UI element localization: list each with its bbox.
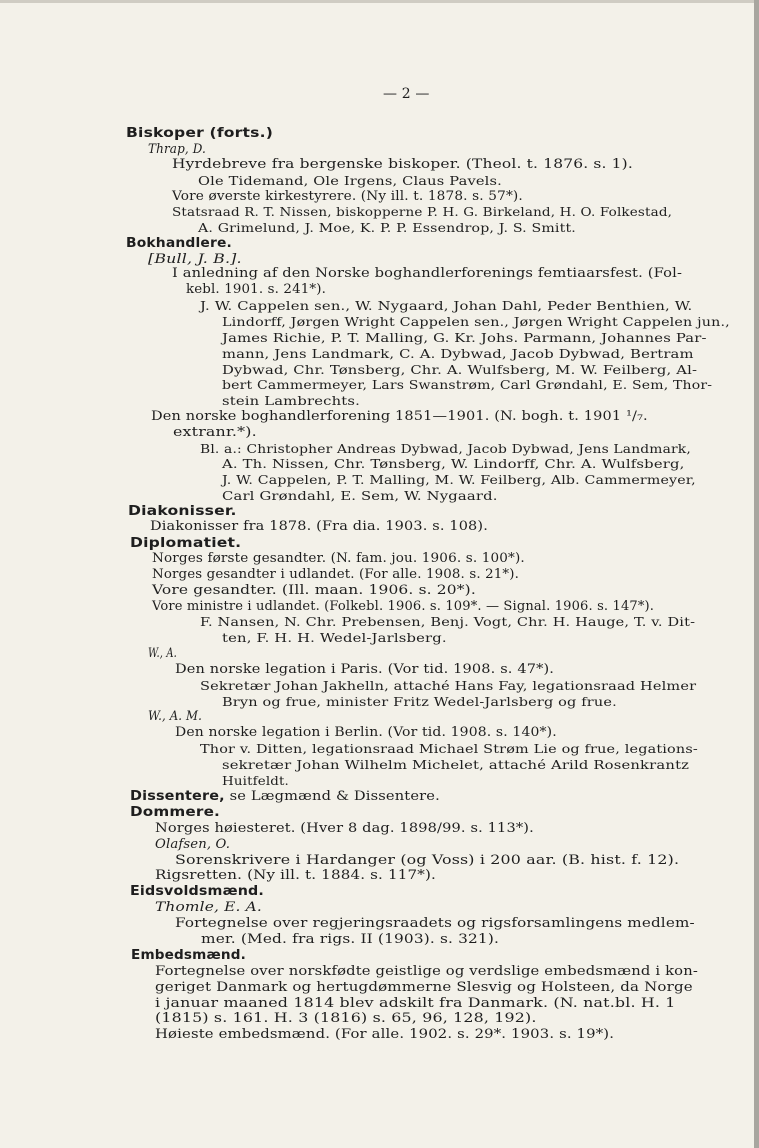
cross-reference: se Lægmænd & Dissentere. <box>224 789 440 804</box>
names-line: Lindorff, Jørgen Wright Cappelen sen., Jørgen Wright Cappelen jun., <box>222 315 730 329</box>
entry-line: mer. (Med. fra rigs. II (1903). s. 321). <box>201 932 500 947</box>
entry-line: I anledning af den Norske boghandlerforenings femtiaarsfest. (Fol- <box>172 266 683 281</box>
section-heading: Embedsmænd. <box>131 948 246 963</box>
author-line: Thrap, D. <box>148 142 206 157</box>
section-heading: Eidsvoldsmænd. <box>130 884 265 899</box>
entry-line: geriget Danmark og hertugdømmerne Slesvig og Holsteen, da Norge <box>155 980 693 995</box>
entry-line: Høieste embedsmænd. (For alle. 1902. s. 29*. 1903. s. 19*). <box>155 1027 615 1042</box>
entry-line: Norges høiesteret. (Hver 8 dag. 1898/99. s. 113*). <box>155 821 534 836</box>
entry-line: Vore ministre i udlandet. (Folkebl. 1906. s. 109*. — Signal. 1906. s. 147*). <box>152 599 655 614</box>
entry-line: i januar maaned 1814 blev adskilt fra Danmark. (N. nat.bl. H. 1 <box>155 996 676 1011</box>
names-line: J. W. Cappelen sen., W. Nygaard, Johan Dahl, Peder Benthien, W. <box>200 299 693 313</box>
section-heading: Biskoper (forts.) <box>126 126 274 141</box>
entry-line: Den norske legation i Berlin. (Vor tid. 1908. s. 140*). <box>175 725 557 740</box>
names-line: Ole Tidemand, Ole Irgens, Claus Pavels. <box>198 174 502 188</box>
entry-line: Norges gesandter i udlandet. (For alle. 1908. s. 21*). <box>152 567 520 582</box>
entry-line: (1815) s. 161. H. 3 (1816) s. 65, 96, 128, 192). <box>155 1011 537 1026</box>
section-heading: Diplomatiet. <box>130 536 242 551</box>
author-line: W., A. M. <box>148 709 202 724</box>
names-line: Statsraad R. T. Nissen, biskopperne P. H. G. Birkeland, H. O. Folkestad, <box>172 205 673 219</box>
entry-line: Vore gesandter. (Ill. maan. 1906. s. 20*). <box>152 583 476 598</box>
names-line: Carl Grøndahl, E. Sem, W. Nygaard. <box>222 489 498 503</box>
names-line: mann, Jens Landmark, C. A. Dybwad, Jacob Dybwad, Bertram <box>222 347 694 361</box>
author-line: Olafsen, O. <box>155 837 231 852</box>
entry-line: Den norske boghandlerforening 1851—1901. (N. bogh. t. 1901 ¹/₇. <box>151 409 648 424</box>
names-line: Bryn og frue, minister Fritz Wedel-Jarlsberg og frue. <box>222 695 617 709</box>
author-line: W., A. <box>148 646 177 661</box>
names-line: Huitfeldt. <box>222 774 289 788</box>
entry-line: extranr.*). <box>173 425 257 440</box>
page-top-edge <box>0 0 759 3</box>
section-heading: Dissentere, se Lægmænd & Dissentere. <box>130 789 440 804</box>
author-line: Thomle, E. A. <box>155 900 262 915</box>
names-line: James Richie, P. T. Malling, G. Kr. Johs. Parmann, Johannes Par- <box>222 331 707 345</box>
entry-line: Diakonisser fra 1878. (Fra dia. 1903. s. 108). <box>150 519 488 534</box>
entry-line: kebl. 1901. s. 241*). <box>186 282 326 297</box>
section-heading: Diakonisser. <box>128 504 237 519</box>
names-line: Thor v. Ditten, legationsraad Michael Strøm Lie og frue, legations- <box>200 742 698 756</box>
entry-line: Fortegnelse over norskfødte geistlige og verdslige embedsmænd i kon- <box>155 964 699 979</box>
names-line: sekretær Johan Wilhelm Michelet, attaché Arild Rosenkrantz <box>222 758 690 772</box>
entry-line: Vore øverste kirkestyrere. (Ny ill. t. 1878. s. 57*). <box>172 189 523 204</box>
entry-line: Fortegnelse over regjeringsraadets og rigsforsamlingens medlem- <box>175 916 695 931</box>
page-right-edge <box>754 0 759 1148</box>
names-line: F. Nansen, N. Chr. Prebensen, Benj. Vogt, Chr. H. Hauge, T. v. Dit- <box>200 615 696 629</box>
section-heading: Dommere. <box>130 805 221 820</box>
section-heading: Bokhandlere. <box>126 236 232 251</box>
entry-line: Den norske legation i Paris. (Vor tid. 1908. s. 47*). <box>175 662 555 677</box>
names-line: A. Th. Nissen, Chr. Tønsberg, W. Lindorff, Chr. A. Wulfsberg, <box>222 457 685 471</box>
names-line: stein Lambrechts. <box>222 394 360 408</box>
author-line: [Bull, J. B.]. <box>148 252 242 267</box>
names-line: ten, F. H. H. Wedel-Jarlsberg. <box>222 631 447 645</box>
names-line: Sekretær Johan Jakhelln, attaché Hans Fay, legationsraad Helmer <box>200 679 697 693</box>
entry-line: Rigsretten. (Ny ill. t. 1884. s. 117*). <box>155 868 436 883</box>
names-line: Bl. a.: Christopher Andreas Dybwad, Jacob Dybwad, Jens Landmark, <box>200 442 691 456</box>
page-number: — 2 — <box>383 86 430 102</box>
names-line: A. Grimelund, J. Moe, K. P. P. Essendrop, J. S. Smitt. <box>198 221 576 235</box>
entry-line: Sorenskrivere i Hardanger (og Voss) i 200 aar. (B. hist. f. 12). <box>175 853 680 868</box>
names-line: J. W. Cappelen, P. T. Malling, M. W. Feilberg, Alb. Cammermeyer, <box>222 473 696 487</box>
entry-line: Hyrdebreve fra bergenske biskoper. (Theol. t. 1876. s. 1). <box>172 157 633 172</box>
names-line: Dybwad, Chr. Tønsberg, Chr. A. Wulfsberg, M. W. Feilberg, Al- <box>222 363 698 377</box>
names-line: bert Cammermeyer, Lars Swanstrøm, Carl Grøndahl, E. Sem, Thor- <box>222 378 713 392</box>
entry-line: Norges første gesandter. (N. fam. jou. 1906. s. 100*). <box>152 551 525 566</box>
